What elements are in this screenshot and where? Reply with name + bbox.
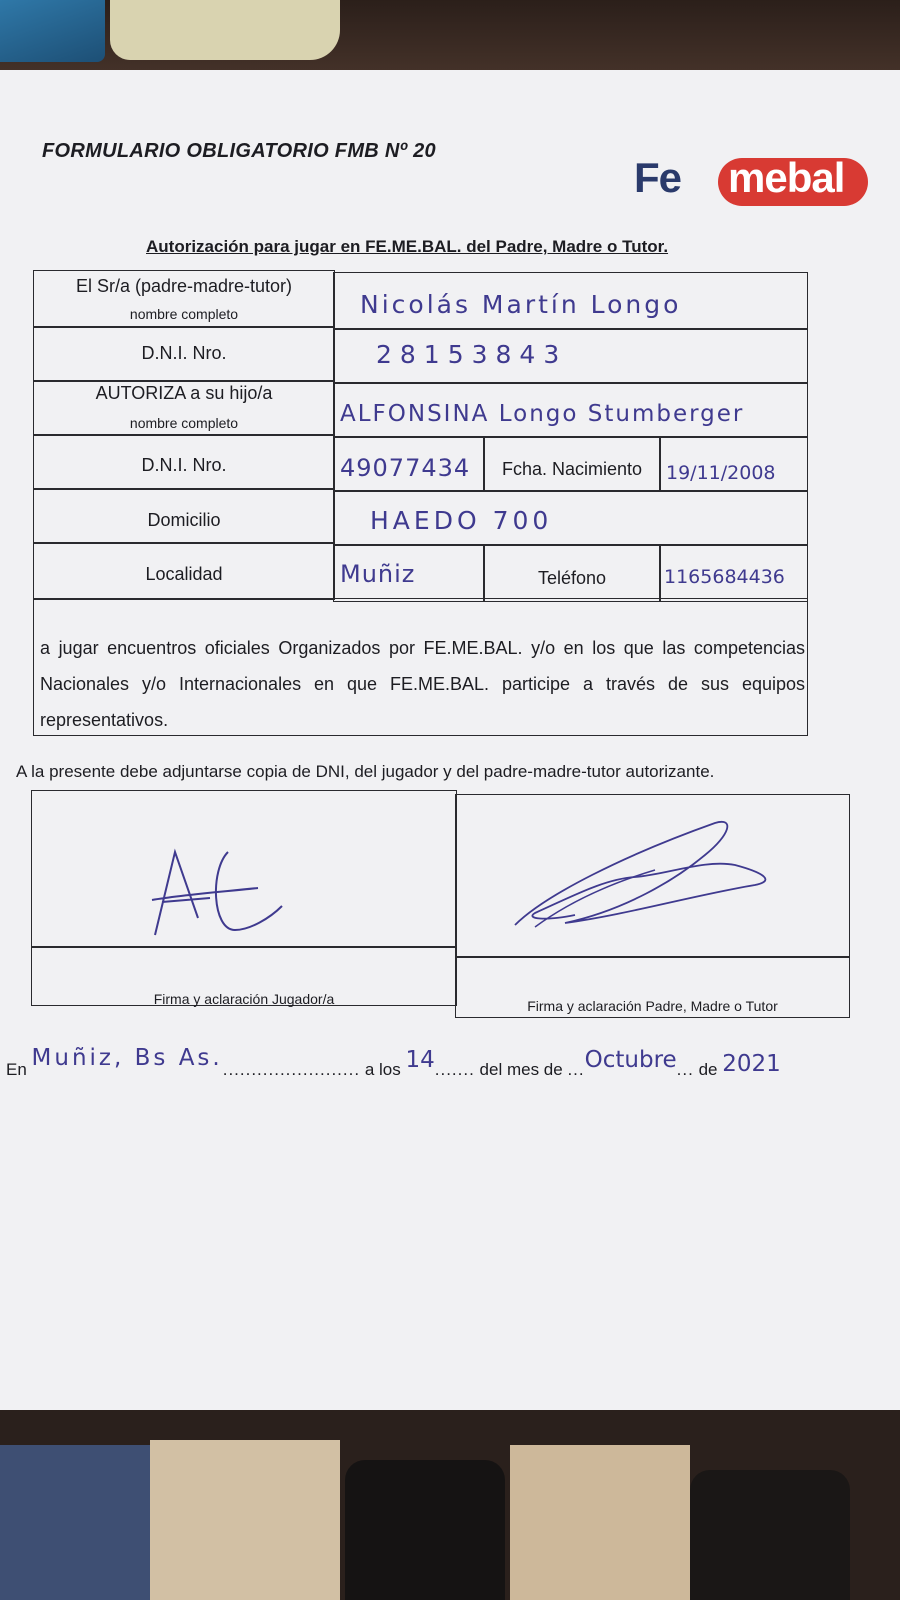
guardian-name-value: Nicolás Martín Longo	[360, 290, 682, 319]
footer-place: Muñiz, Bs As.	[31, 1045, 223, 1071]
guardian-dni-value: 28153843	[376, 340, 568, 369]
child-dni-value: 49077434	[340, 454, 471, 482]
place-date-line	[6, 1045, 781, 1081]
footer-month: Octubre	[584, 1047, 677, 1073]
address-value: HAEDO 700	[370, 506, 553, 535]
footer-dots-4: ...	[676, 1060, 694, 1079]
birth-date-value: 19/11/2008	[666, 462, 776, 484]
femebal-logo	[634, 154, 864, 210]
guardian-signature-caption: Firma y aclaración Padre, Madre o Tutor	[527, 998, 778, 1014]
floor-object-dark-2	[690, 1470, 850, 1600]
city-value: Muñiz	[340, 560, 416, 588]
guardian-signature	[505, 815, 785, 945]
floor-object-blue	[0, 1445, 150, 1600]
logo-text-mebal: mebal	[728, 154, 845, 201]
footer-dots-3: ...	[567, 1060, 585, 1079]
phone-label: Teléfono	[537, 568, 607, 588]
footer-year-label: de	[698, 1060, 718, 1079]
floor-object-beige	[150, 1440, 340, 1600]
player-signature-caption: Firma y aclaración Jugador/a	[153, 991, 335, 1007]
floor-object-dark	[345, 1460, 505, 1600]
phone-value: 1165684436	[664, 566, 785, 588]
blue-object	[0, 0, 105, 62]
guardian-sublabel: nombre completo	[129, 306, 239, 322]
footer-day: 14	[405, 1047, 435, 1073]
floor-object-beige-2	[510, 1445, 690, 1600]
footer-month-label: del mes de	[479, 1060, 563, 1079]
cloth	[110, 0, 340, 60]
child-name-value: ALFONSINA Longo Stumberger	[340, 401, 745, 427]
guardian-dni-label: D.N.I. Nro.	[141, 343, 227, 363]
footer-day-label: a los	[364, 1060, 401, 1079]
logo-text-fe: Fe	[634, 154, 682, 201]
footer-dots-1: ........................	[222, 1060, 361, 1079]
footer-dots-2: .......	[434, 1060, 475, 1079]
guardian-label: El Sr/a (padre-madre-tutor)	[75, 276, 293, 296]
authorization-paragraph: a jugar encuentros oficiales Organizados por FE.ME.BAL. y/o en los que las competencias Nacionales y/o Internacionales en que FE.ME.BAL. participe a través de sus equipos representativos.	[40, 638, 805, 730]
child-dni-label: D.N.I. Nro.	[141, 455, 227, 475]
player-signature	[140, 840, 300, 940]
attachment-note: A la presente debe adjuntarse copia de DNI, del jugador y del padre-madre-tutor autorizante.	[16, 762, 715, 781]
form-code: FORMULARIO OBLIGATORIO FMB Nº 20	[42, 140, 436, 162]
form-subtitle: Autorización para jugar en FE.ME.BAL. del Padre, Madre o Tutor.	[146, 237, 669, 256]
footer-en-label: En	[6, 1060, 27, 1079]
logo-red-pill	[718, 154, 868, 206]
address-label: Domicilio	[147, 510, 221, 530]
footer-year: 2021	[722, 1051, 781, 1077]
birth-label: Fcha. Nacimiento	[501, 459, 643, 479]
child-sublabel: nombre completo	[129, 415, 239, 431]
city-label: Localidad	[145, 564, 223, 584]
child-label: AUTORIZA a su hijo/a	[95, 383, 273, 403]
